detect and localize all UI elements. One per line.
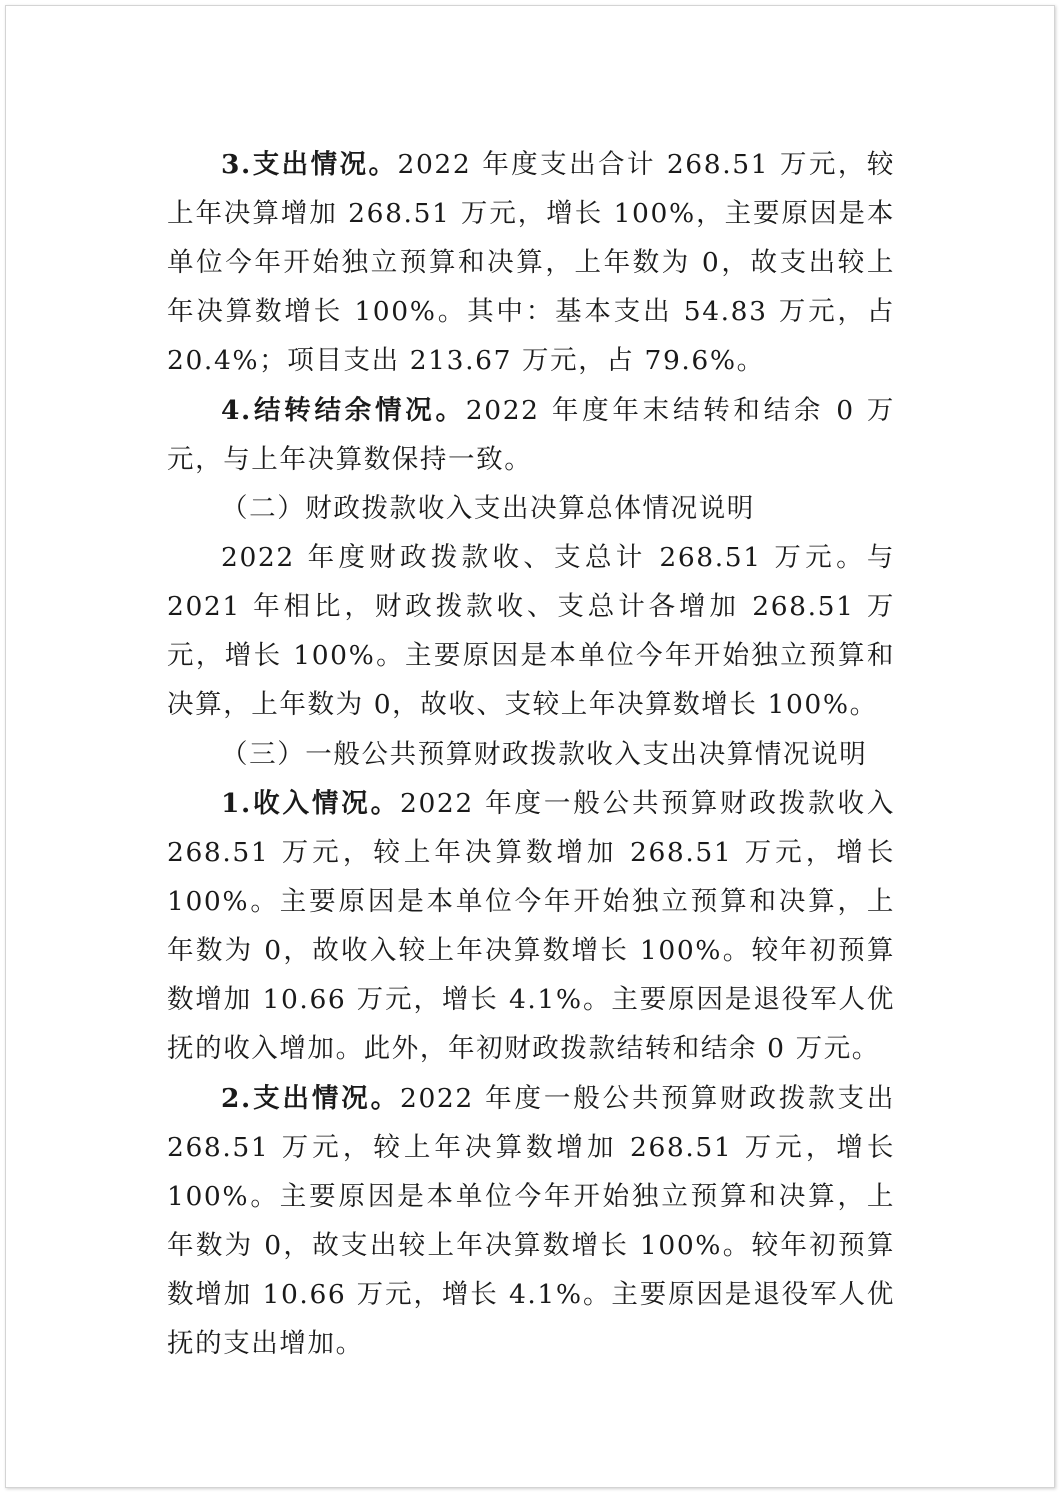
section-heading: （二）财政拨款收入支出决算总体情况说明 <box>221 493 755 524</box>
paragraph-lead: 4.结转结余情况。 <box>221 395 466 426</box>
paragraph-fiscal-overview: 2022 年度财政拨款收、支总计 268.51 万元。与 2021 年相比，财政拨款收、支总计各增加 268.51 万元，增长 100%。主要原因是本单位今年开始独立预算和决算，上年数为 0，故收、支较上年决算数增长 100%。 <box>167 542 895 720</box>
document-body <box>167 140 895 1368</box>
paragraph-text: 2022 年度一般公共预算财政拨款支出 268.51 万元，较上年决算数增加 268.51 万元，增长 100%。主要原因是本单位今年开始独立预算和决算，上年数为 0，故支出较上年决算数增长 100%。较年初预算数增加 10.66 万元，增长 4.1%。主要原因是退役军人优抚的支出增加。 <box>167 1083 895 1359</box>
paragraph-spending <box>167 1074 895 1368</box>
paragraph-income <box>167 779 895 1073</box>
paragraph-carryover <box>167 386 895 484</box>
paragraph-lead: 3.支出情况。 <box>221 149 398 180</box>
paragraph-lead: 2.支出情况。 <box>221 1083 400 1114</box>
paragraph-expenditure <box>167 140 895 385</box>
section-heading: （三）一般公共预算财政拨款收入支出决算情况说明 <box>221 739 868 770</box>
paragraph-text: 2022 年度年末结转和结余 0 万元，与上年决算数保持一致。 <box>167 395 895 475</box>
paragraph-text: 2022 年度支出合计 268.51 万元，较上年决算增加 268.51 万元，增长 100%，主要原因是本单位今年开始独立预算和决算，上年数为 0，故支出较上年决算数增长 100%。其中：基本支出 54.83 万元，占 20.4%；项目支出 213.67 万元，占 79.6%。 <box>167 149 895 376</box>
paragraph-text: 2022 年度一般公共预算财政拨款收入 268.51 万元，较上年决算数增加 268.51 万元，增长 100%。主要原因是本单位今年开始独立预算和决算，上年数为 0，故收入较上年决算数增长 100%。较年初预算数增加 10.66 万元，增长 4.1%。主要原因是退役军人优抚的收入增加。此外，年初财政拨款结转和结余 0 万元。 <box>167 788 895 1064</box>
paragraph-lead: 1.收入情况。 <box>221 788 400 819</box>
